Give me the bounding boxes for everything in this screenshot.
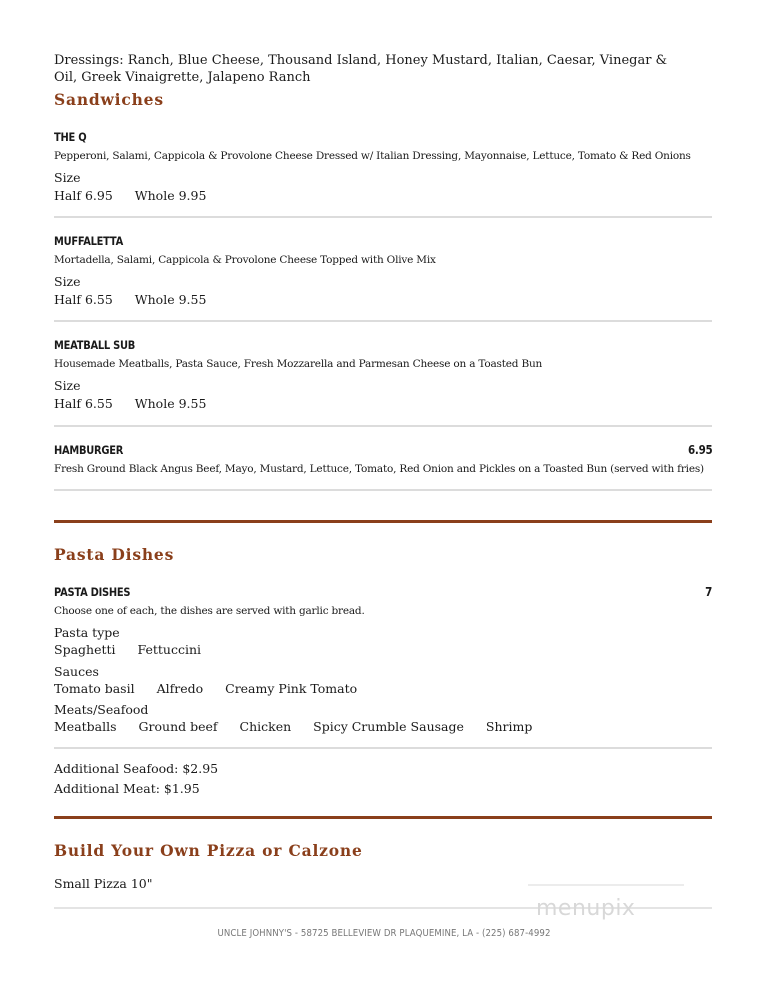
dressings-text: Dressings: Ranch, Blue Cheese, Thousand Island, Honey Mustard, Italian, Caesar, Vinegar & Oil, Greek Vinaigrette, Jalapeno Ranch <box>54 53 668 85</box>
sandwiches-title: Sandwiches <box>54 90 164 109</box>
footer-address: UNCLE JOHNNY'S - 58725 BELLEVIEW DR PLAQUEMINE, LA - (225) 687-4992 <box>217 928 551 939</box>
sauce-option: Tomato basil <box>54 681 135 696</box>
meat-options <box>54 719 550 734</box>
pasta-type-option: Spaghetti <box>54 642 116 657</box>
item-desc-meatball-sub: Housemade Meatballs, Pasta Sauce, Fresh Mozzarella and Parmesan Cheese on a Toasted Bun <box>54 358 543 370</box>
size-whole-meatball-sub: Whole 9.55 <box>134 396 207 411</box>
size-label: Size <box>54 378 81 393</box>
divider <box>54 425 712 427</box>
pasta-type-options <box>54 642 219 657</box>
small-pizza-label: Small Pizza 10" <box>54 876 153 891</box>
size-half-meatball-sub: Half 6.55 <box>54 396 113 411</box>
item-name-muffaletta: MUFFALETTA <box>54 234 123 248</box>
meat-option: Chicken <box>239 719 292 734</box>
additional-meat: Additional Meat: $1.95 <box>54 781 200 796</box>
divider <box>54 489 712 491</box>
divider <box>54 320 712 322</box>
menupix-watermark: menupix <box>536 896 636 921</box>
meat-option: Spicy Crumble Sausage <box>313 719 464 734</box>
meat-option: Ground beef <box>138 719 218 734</box>
divider <box>54 747 712 749</box>
watermark-line <box>528 884 684 886</box>
section-rule <box>54 520 712 523</box>
pasta-type-option: Fettuccini <box>137 642 202 657</box>
size-options-meatball-sub <box>54 396 224 411</box>
size-whole-muffaletta: Whole 9.55 <box>134 292 207 307</box>
item-name-hamburger: HAMBURGER <box>54 443 124 457</box>
size-label: Size <box>54 274 81 289</box>
meat-option: Meatballs <box>54 719 117 734</box>
size-label: Size <box>54 170 81 185</box>
pizza-title: Build Your Own Pizza or Calzone <box>54 841 363 860</box>
divider <box>54 216 712 218</box>
pasta-title: Pasta Dishes <box>54 545 175 564</box>
size-half-the-q: Half 6.95 <box>54 188 113 203</box>
item-name-the-q: THE Q <box>54 130 87 144</box>
meat-option: Shrimp <box>485 719 533 734</box>
item-desc-pasta-dishes: Choose one of each, the dishes are served with garlic bread. <box>54 605 365 617</box>
sauce-option: Alfredo <box>156 681 204 696</box>
item-desc-the-q: Pepperoni, Salami, Cappicola & Provolone Cheese Dressed w/ Italian Dressing, Mayonnaise, Lettuce, Tomato & Red Onions <box>54 150 691 162</box>
item-price-pasta-dishes: 7 <box>705 585 712 599</box>
sauce-option: Creamy Pink Tomato <box>225 681 358 696</box>
item-name-meatball-sub: MEATBALL SUB <box>54 338 136 352</box>
pasta-type-label: Pasta type <box>54 625 120 640</box>
additional-seafood: Additional Seafood: $2.95 <box>54 761 219 776</box>
section-rule <box>54 816 712 819</box>
sauce-options <box>54 681 375 696</box>
item-desc-hamburger: Fresh Ground Black Angus Beef, Mayo, Mustard, Lettuce, Tomato, Red Onion and Pickles on a Toasted Bun (served with fries) <box>54 463 704 475</box>
size-options-muffaletta <box>54 292 224 307</box>
item-name-pasta-dishes: PASTA DISHES <box>54 585 131 599</box>
item-desc-muffaletta: Mortadella, Salami, Cappicola & Provolone Cheese Topped with Olive Mix <box>54 254 436 266</box>
sauces-label: Sauces <box>54 664 99 679</box>
size-options-the-q <box>54 188 224 203</box>
size-half-muffaletta: Half 6.55 <box>54 292 113 307</box>
meats-label: Meats/Seafood <box>54 702 149 717</box>
size-whole-the-q: Whole 9.95 <box>134 188 207 203</box>
item-price-hamburger: 6.95 <box>687 443 712 457</box>
